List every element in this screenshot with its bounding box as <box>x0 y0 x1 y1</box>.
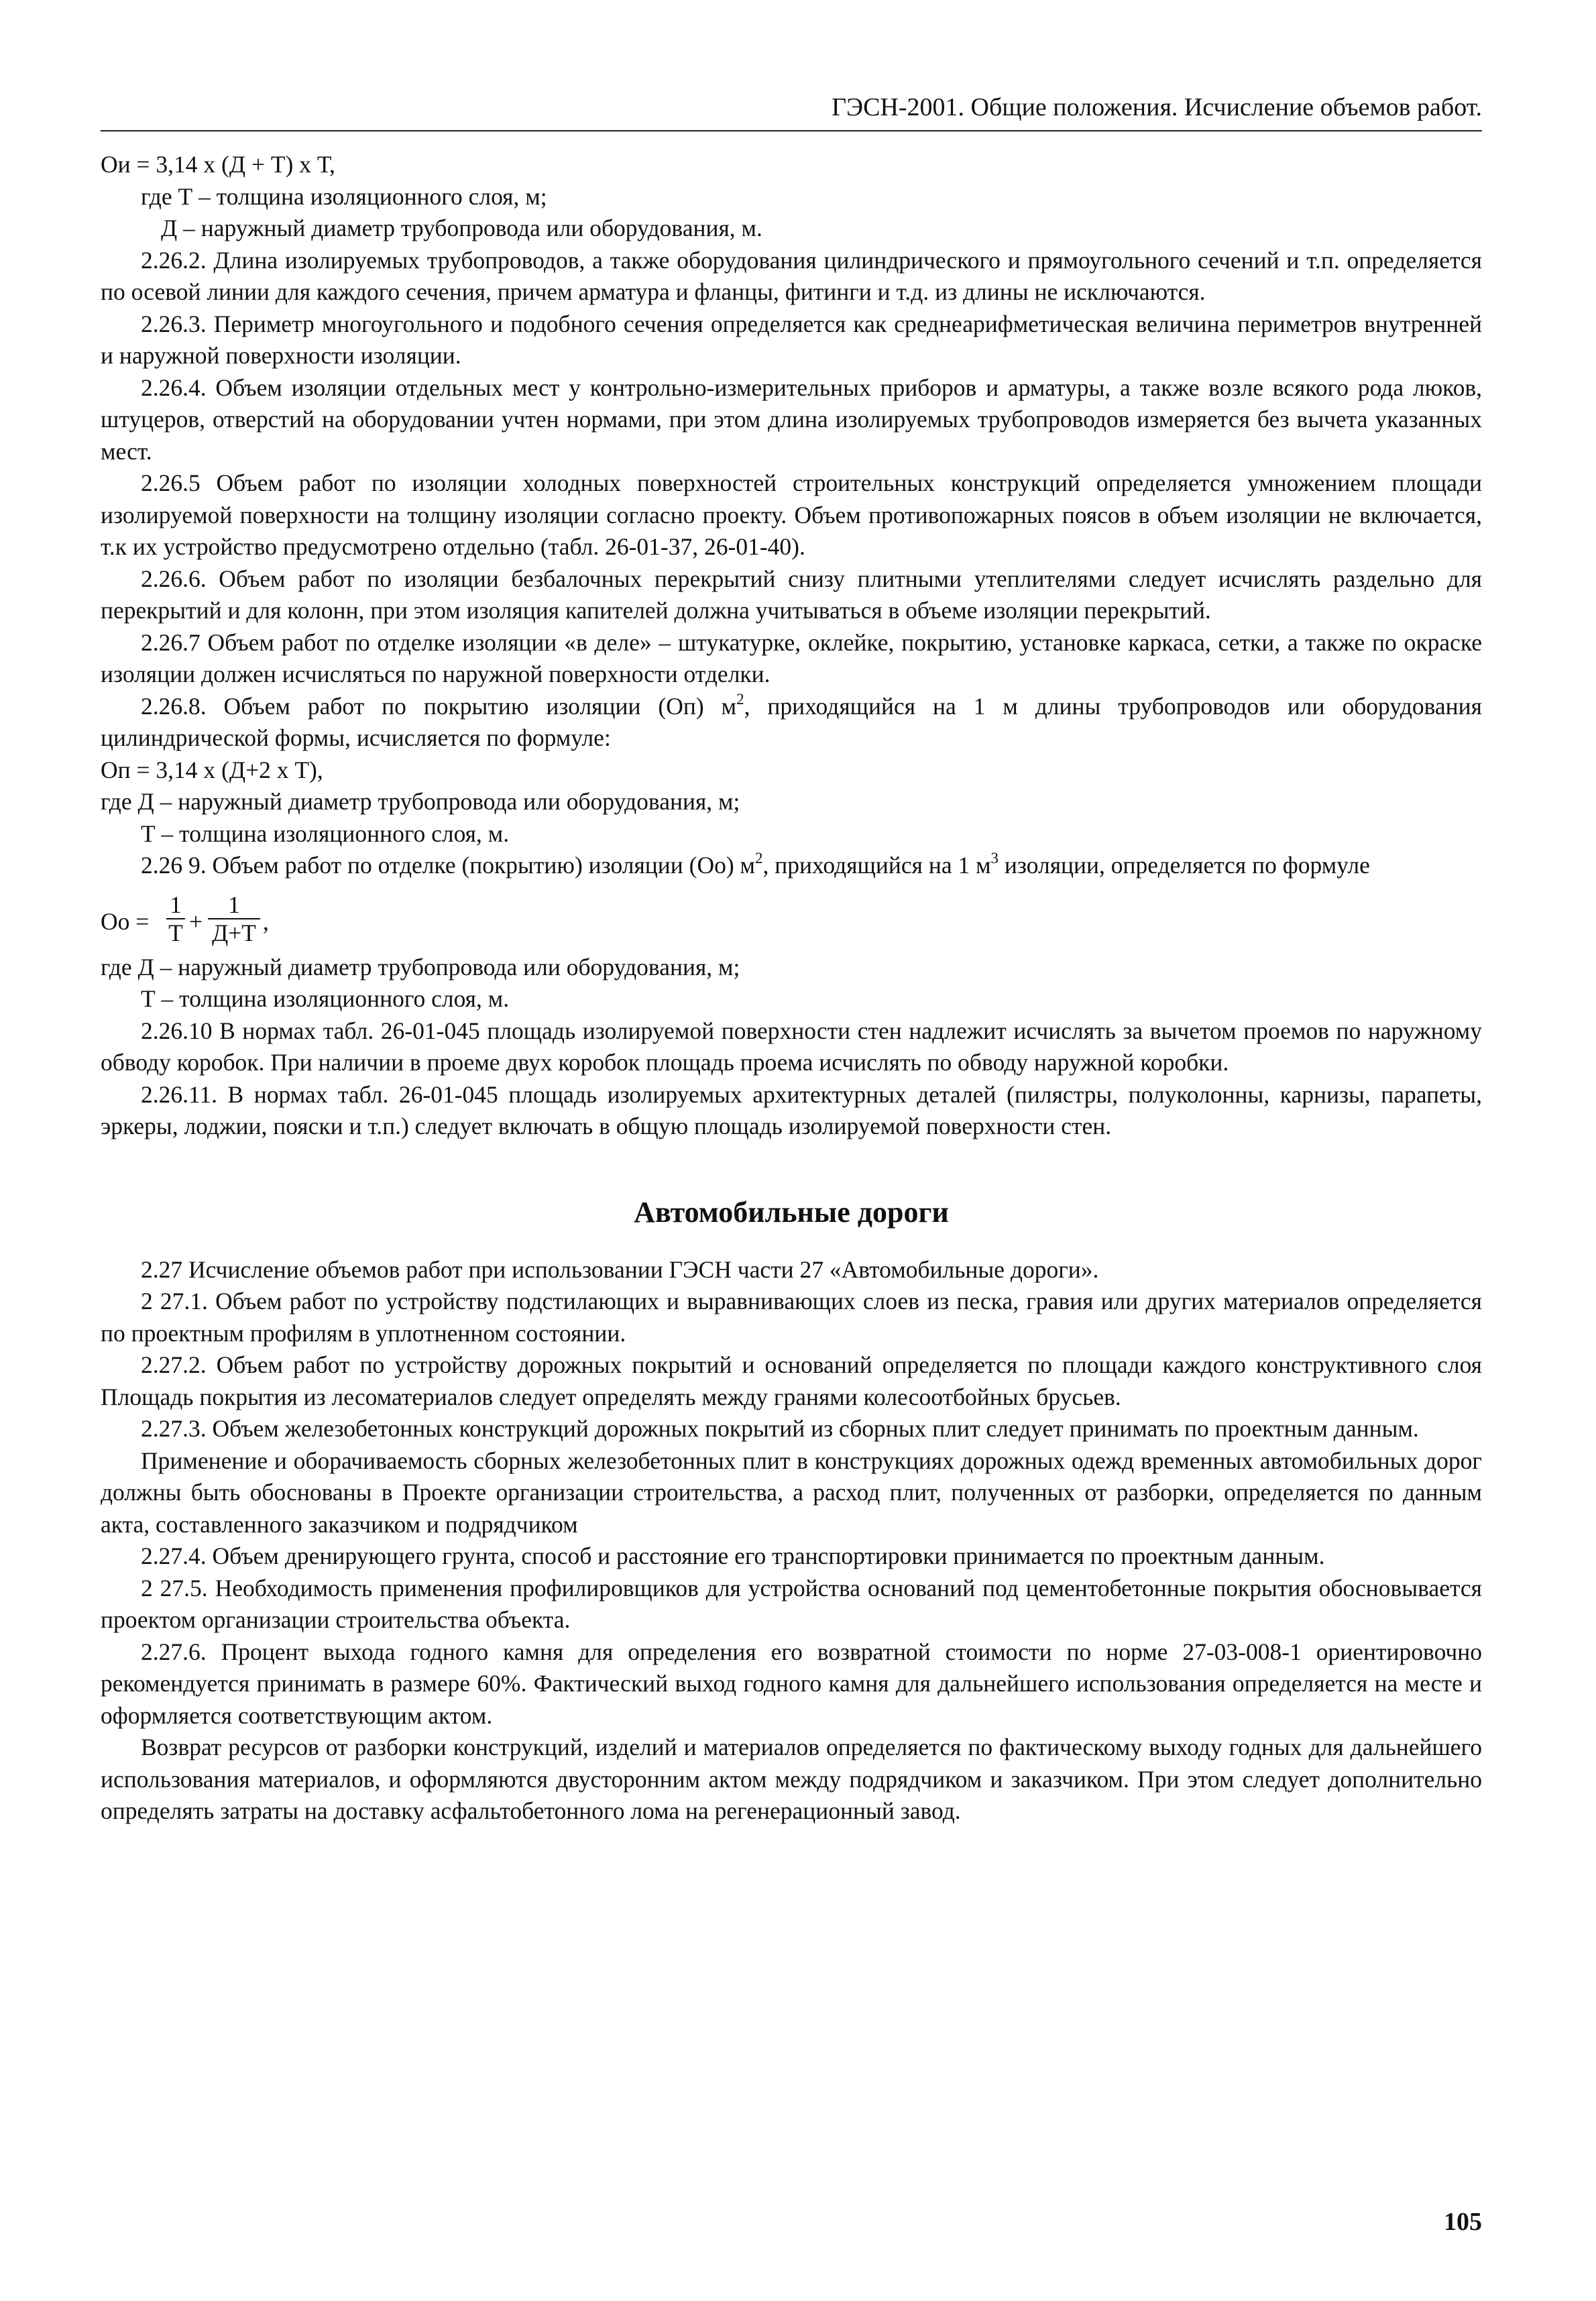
p-2-26-9-superscript-1: 2 <box>755 850 763 867</box>
fraction-1-numerator: 1 <box>170 891 182 918</box>
p-2-26-9-text-a: 2.26 9. Объем работ по отделке (покрытию) изоляции (Оо) м <box>141 852 756 879</box>
p-2-26-8-superscript: 2 <box>736 690 744 708</box>
paragraph-2-27: 2.27 Исчисление объемов работ при использовании ГЭСН части 27 «Автомобильные дороги». <box>141 1255 1099 1283</box>
fraction-1-over-d-plus-t <box>208 891 260 946</box>
header-rule <box>101 130 1482 131</box>
fraction-1-denominator: Т <box>166 918 185 946</box>
formula-oo-lhs: Оо = <box>101 907 150 935</box>
definition-t-2: Т – толщина изоляционного слоя, м. <box>141 820 510 847</box>
paragraph-2-26-11: 2.26.11. В нормах табл. 26-01-045 площадь изолируемых архитектурных деталей (пилястры, полуколонны, карнизы, парапеты, эркеры, лоджии, пояски и т.п.) следует включать в общую площадь изолируемой поверхности стен. <box>101 1080 1482 1139</box>
p-2-26-9-superscript-2: 3 <box>990 850 999 867</box>
formula-oo-comma: , <box>263 907 269 935</box>
paragraph-2-27-3: 2.27.3. Объем железобетонных конструкций дорожных покрытий из сборных плит следует принимать по проектным данным. <box>141 1415 1419 1442</box>
paragraph-application: Применение и оборачиваемость сборных железобетонных плит в конструкциях дорожных одежд временных автомобильных дорог должны быть обоснованы в Проекте организации строительства, а расход плит, полученных от разборки, определяется по данным акта, составленного заказчиком и подрядчиком <box>101 1447 1482 1538</box>
fraction-1-over-t <box>166 891 185 946</box>
paragraph-2-26-7: 2.26.7 Объем работ по отделке изоляции «в деле» – штукатурке, оклейке, покрытию, установке каркаса, сетки, а также по окраске изоляции должен исчисляться по наружной поверхности отделки. <box>101 628 1482 687</box>
paragraph-2-26-10: 2.26.10 В нормах табл. 26-01-045 площадь изолируемой поверхности стен надлежит исчислять за вычетом проемов по наружному обводу коробок. При наличии в проеме двух коробок площадь проема исчислять по обводу наружной коробки. <box>101 1017 1482 1076</box>
formula-oi: Ои = 3,14 х (Д + Т) х Т, <box>101 151 335 178</box>
p-2-26-9-text-c: изоляции, определяется по формуле <box>999 852 1370 879</box>
paragraph-2-27-6: 2.27.6. Процент выхода годного камня для определения его возвратной стоимости по норме 27-03-008-1 ориентировочно рекомендуется принимать в размере 60%. Фактический выход годного камня для дальнейшего использования определяется на месте и оформляется соответствующим актом. <box>101 1638 1482 1729</box>
fraction-2-denominator: Д+Т <box>208 918 260 946</box>
paragraph-2-27-5: 2 27.5. Необходимость применения профилировщиков для устройства оснований под цементобетонные покрытия обосновывается проектом организации строительства объекта. <box>101 1574 1482 1633</box>
definition-d: Д – наружный диаметр трубопровода или оборудования, м. <box>161 215 762 241</box>
paragraph-2-26-4: 2.26.4. Объем изоляции отдельных мест у контрольно-измерительных приборов и арматуры, а также возле всякого рода люков, штуцеров, отверстий на оборудовании учтен нормами, при этом длина изолируемых трубопроводов измеряется без вычета указанных мест. <box>101 374 1482 465</box>
running-header: ГЭСН-2001. Общие положения. Исчисление объемов работ. <box>832 93 1482 121</box>
paragraph-2-26-9 <box>101 850 1482 882</box>
definition-t-3: Т – толщина изоляционного слоя, м. <box>141 985 510 1012</box>
paragraph-2-26-3: 2.26.3. Периметр многоугольного и подобного сечения определяется как среднеарифметическая величина периметров внутренней и наружной поверхности изоляции. <box>101 310 1482 369</box>
paragraph-2-26-8 <box>101 691 1482 754</box>
formula-oo-plus: + <box>189 907 203 935</box>
paragraph-2-27-2: 2.27.2. Объем работ по устройству дорожных покрытий и оснований определяется по площади каждого конструктивного слоя Площадь покрытия из лесоматериалов следует определять между гранями колесоотбойных брусьев. <box>101 1351 1482 1410</box>
definition-t: где Т – толщина изоляционного слоя, м; <box>141 182 547 210</box>
p-2-26-8-text-a: 2.26.8. Объем работ по покрытию изоляции (Оп) м <box>141 692 737 720</box>
document-page <box>101 0 1482 2301</box>
page-number: 105 <box>1444 2208 1482 2236</box>
page-content <box>101 149 1482 1828</box>
p-2-26-8-text-b: , приходящийся на 1 м длины трубопроводов или оборудования цилиндрической формы, исчисляется по формуле: <box>101 692 1483 751</box>
p-2-26-9-text-b: , приходящийся на 1 м <box>762 852 991 879</box>
paragraph-2-27-4: 2.27.4. Объем дренирующего грунта, способ и расстояние его транспортировки принимается по проектным данным. <box>141 1542 1325 1569</box>
definition-d-2: где Д – наружный диаметр трубопровода или оборудования, м; <box>101 788 740 815</box>
fraction-2-numerator: 1 <box>228 891 240 918</box>
formula-op: Оп = 3,14 х (Д+2 х Т), <box>101 756 323 783</box>
formula-oo <box>101 887 1482 952</box>
paragraph-2-27-1: 2 27.1. Объем работ по устройству подстилающих и выравнивающих слоев из песка, гравия или других материалов определяется по проектным профилям в уплотненном состоянии. <box>101 1288 1482 1347</box>
paragraph-2-26-6: 2.26.6. Объем работ по изоляции безбалочных перекрытий снизу плитными утеплителями следует исчислять раздельно для перекрытий и для колонн, при этом изоляция капителей должна учитываться в объеме изоляции перекрытий. <box>101 565 1482 624</box>
paragraph-2-26-5: 2.26.5 Объем работ по изоляции холодных поверхностей строительных конструкций определяется умножением площади изолируемой поверхности на толщину изоляции согласно проекту. Объем противопожарных поясов в объем изоляции не включается, т.к их устройство предусмотрено отдельно (табл. 26-01-37, 26-01-40). <box>101 469 1482 560</box>
paragraph-2-26-2: 2.26.2. Длина изолируемых трубопроводов, а также оборудования цилиндрического и прямоугольного сечений и т.п. определяется по осевой линии для каждого сечения, причем арматура и фланцы, фитинги и т.д. из длины не исключаются. <box>101 246 1482 305</box>
section-title: Автомобильные дороги <box>634 1195 949 1229</box>
paragraph-return: Возврат ресурсов от разборки конструкций, изделий и материалов определяется по фактическому выходу годных для дальнейшего использования материалов, и оформляются двусторонним актом между подрядчиком и заказчиком. При этом следует дополнительно определять затраты на доставку асфальтобетонного лома на регенерационный завод. <box>101 1734 1482 1824</box>
definition-d-3: где Д – наружный диаметр трубопровода или оборудования, м; <box>101 953 740 980</box>
